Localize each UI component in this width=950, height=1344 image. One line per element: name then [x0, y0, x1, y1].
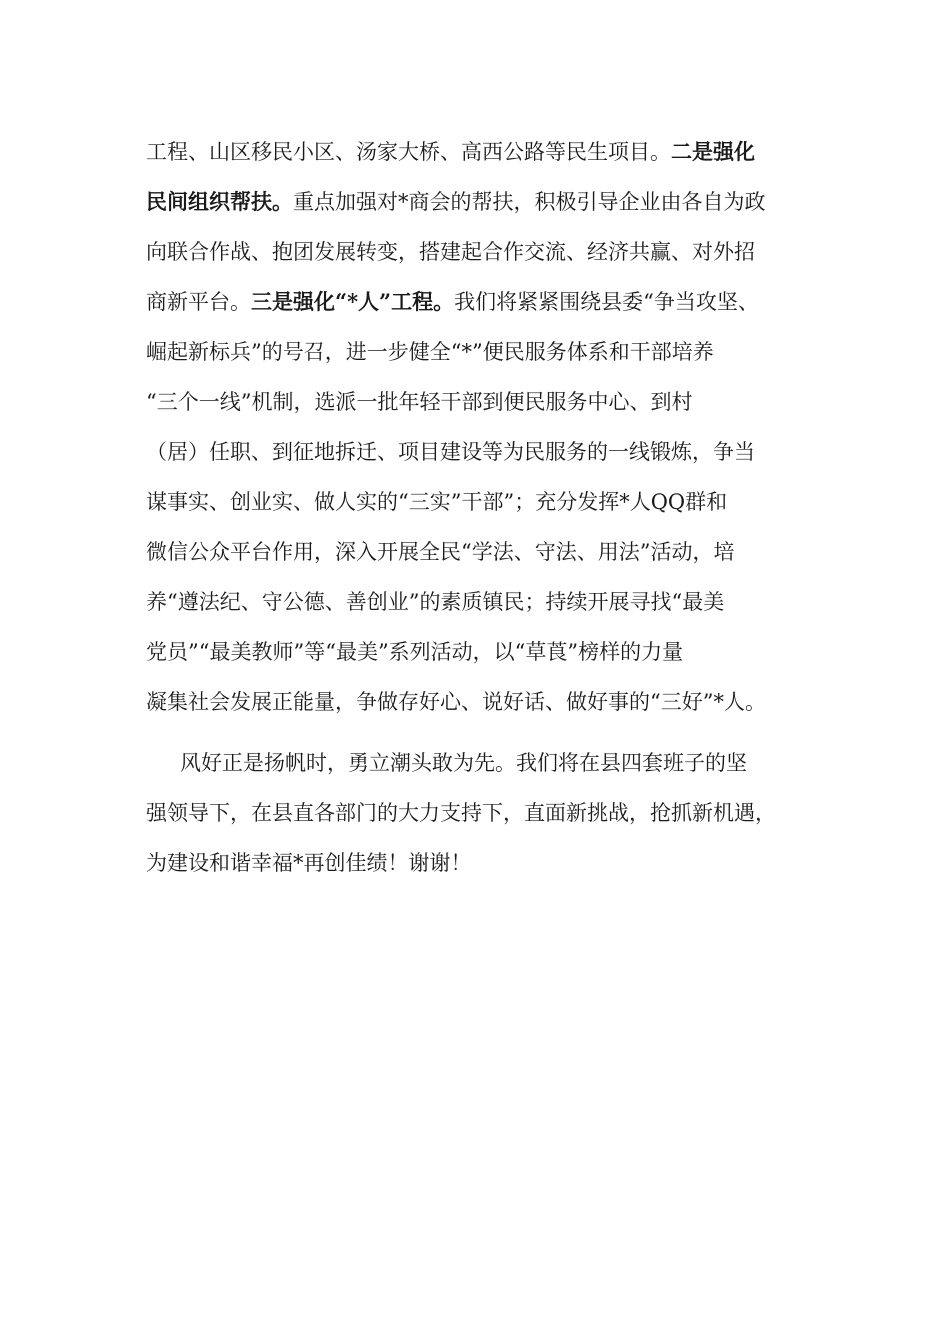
text-line [146, 788, 826, 838]
text-line [146, 227, 826, 277]
bold-heading-text: 民间组织帮扶。 [146, 189, 293, 214]
body-text: 重点加强对*商会的帮扶，积极引导企业由各自为政 [293, 190, 766, 214]
body-text: 强领导下，在县直各部门的大力支持下，直面新挑战，抢抓新机遇， [146, 801, 776, 825]
bold-heading-text: 三是强化“*人”工程。 [251, 289, 455, 314]
text-line [146, 277, 826, 327]
body-text: 谋事实、创业实、做人实的“三实”干部”；充分发挥*人QQ群和 [146, 490, 728, 514]
body-text: 养“遵法纪、守公德、善创业”的素质镇民；持续开展寻找“最美 [146, 590, 725, 614]
body-text: 商新平台。 [146, 290, 251, 314]
body-text: 向联合作战、抱团发展转变，搭建起合作交流、经济共赢、对外招 [146, 240, 755, 264]
text-line [146, 677, 826, 727]
text-line [146, 738, 826, 788]
text-line [146, 377, 826, 427]
body-text: “三个一线”机制，选派一批年轻干部到便民服务中心、到村 [146, 390, 693, 414]
body-text: 工程、山区移民小区、汤家大桥、高西公路等民生项目。 [146, 140, 671, 164]
body-text: 凝集社会发展正能量，争做存好心、说好话、做好事的“三好”*人。 [146, 690, 766, 714]
body-text: （居）任职、到征地拆迁、项目建设等为民服务的一线锻炼，争当 [146, 440, 755, 464]
body-paragraph-1 [146, 127, 826, 727]
text-line [146, 577, 826, 627]
bold-heading-text: 二是强化 [671, 139, 755, 164]
body-text: 我们将紧紧围绕县委“争当攻坚、 [454, 290, 759, 314]
text-line [146, 477, 826, 527]
body-text: 党员”“最美教师”等“最美”系列活动，以“草莨”榜样的力量 [146, 640, 684, 664]
body-text: 微信公众平台作用，深入开展全民“学法、守法、用法”活动，培 [146, 540, 735, 564]
body-text: 为建设和谐幸福*再创佳绩！谢谢！ [146, 851, 472, 875]
text-line [146, 327, 826, 377]
body-paragraph-2 [146, 738, 826, 888]
text-line [146, 177, 826, 227]
text-line [146, 127, 826, 177]
text-line [146, 627, 826, 677]
body-text: 风好正是扬帆时，勇立潮头敢为先。我们将在县四套班子的坚 [180, 751, 747, 775]
body-text: 崛起新标兵”的号召，进一步健全“*”便民服务体系和干部培养 [146, 340, 714, 364]
text-line [146, 427, 826, 477]
text-line [146, 838, 826, 888]
text-line [146, 527, 826, 577]
